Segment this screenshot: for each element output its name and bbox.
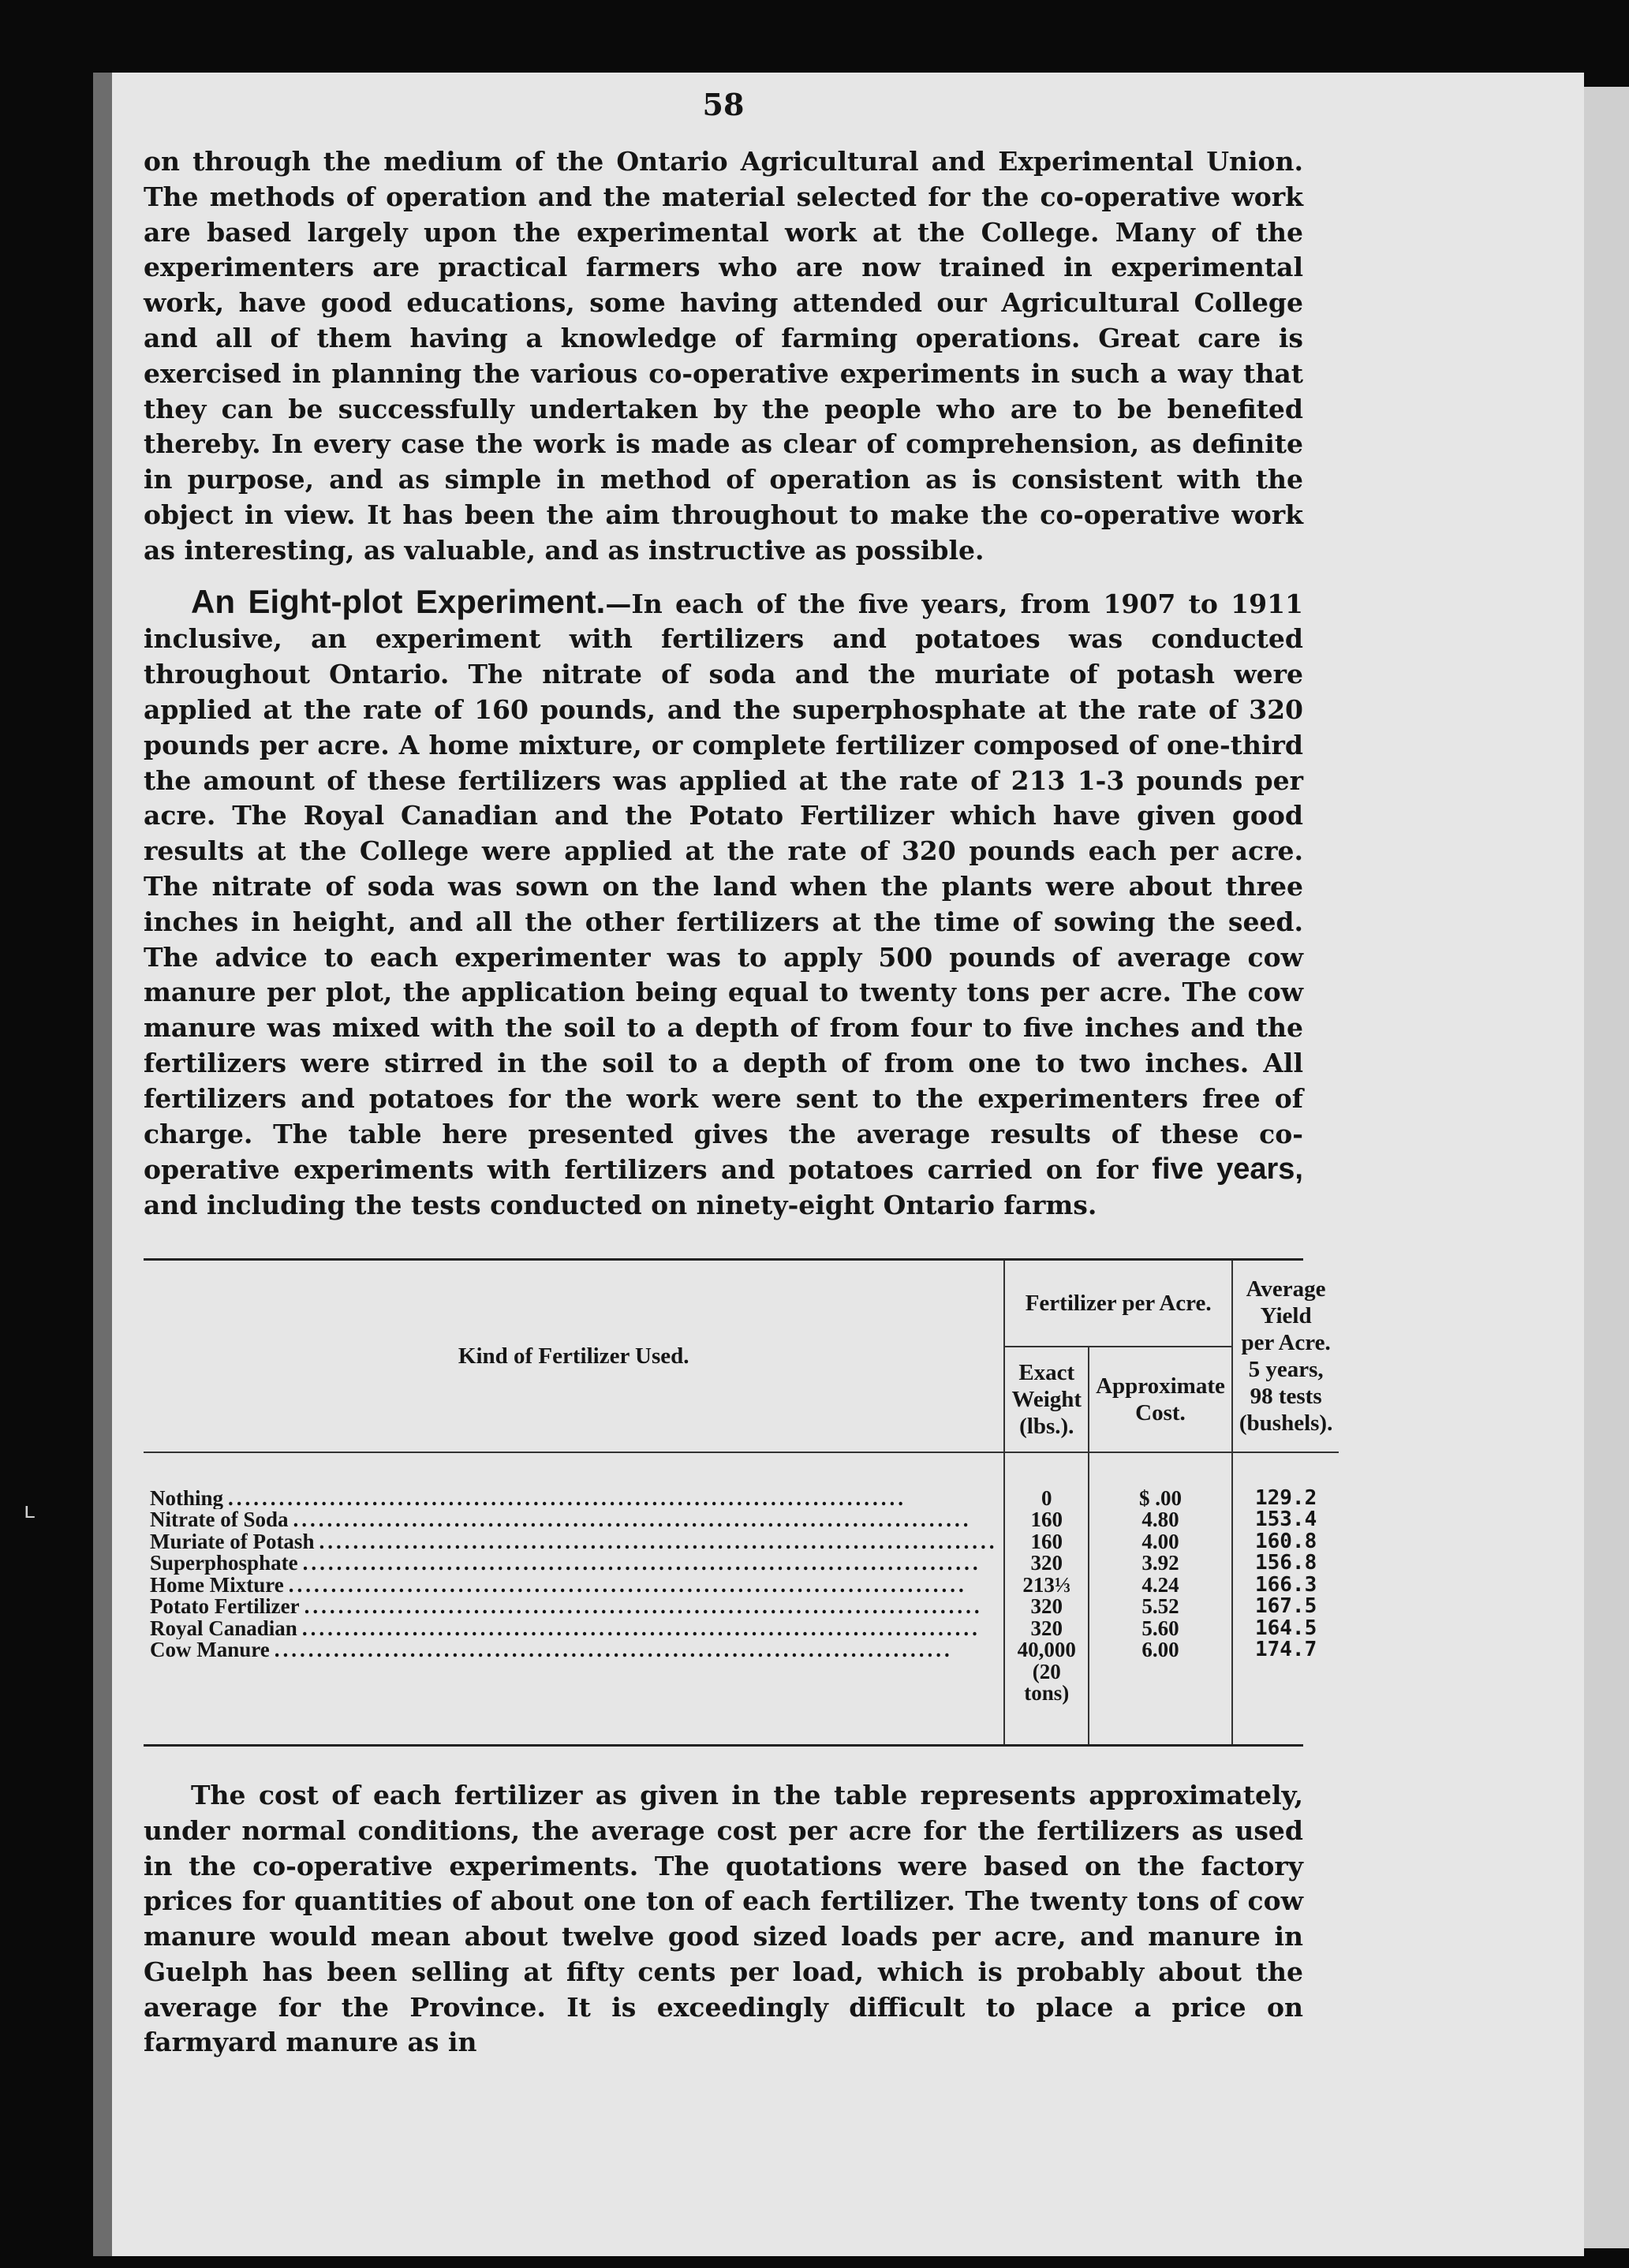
row-weight: 320	[1004, 1596, 1089, 1618]
header-yield-line-3: 5 years, 98 tests	[1248, 1356, 1324, 1409]
table-row	[144, 1596, 1339, 1618]
fertilizer-table-block	[144, 1258, 1333, 1747]
dot-leader: ................................................................................	[301, 1617, 981, 1640]
row-kind: Potato Fertilizer	[150, 1596, 300, 1618]
row-cost: 4.00	[1089, 1531, 1232, 1553]
dot-leader: ................................................................................	[228, 1487, 907, 1510]
header-average-yield	[1232, 1261, 1339, 1452]
section-heading: An Eight-plot Experiment.	[191, 582, 606, 620]
row-weight: 160	[1004, 1509, 1089, 1531]
row-yield: 153.4	[1232, 1509, 1339, 1531]
header-weight-line-1: Exact Weight	[1011, 1359, 1082, 1412]
row-kind: Nothing	[150, 1487, 224, 1510]
table-row	[144, 1575, 1339, 1597]
row-yield: 164.5	[1232, 1618, 1339, 1640]
header-cost-line-1: Approximate	[1096, 1373, 1225, 1399]
dot-leader: ................................................................................	[319, 1530, 998, 1553]
row-weight	[1004, 1639, 1089, 1705]
table-row	[144, 1509, 1339, 1531]
table-row	[144, 1488, 1339, 1510]
row-yield: 160.8	[1232, 1531, 1339, 1553]
row-kind: Home Mixture	[150, 1574, 284, 1597]
row-cost: 5.60	[1089, 1618, 1232, 1640]
header-weight-line-2: (lbs.).	[1019, 1413, 1074, 1439]
table-row	[144, 1531, 1339, 1553]
row-cost: $ .00	[1089, 1488, 1232, 1510]
experiment-text: —In each of the five years, from 1907 to 1911 inclusive, an experiment with fertilizers and potatoes was conducted throughout Ontario. The nitrate of soda and the muriate of potash were applied at the rate of 160 pounds, and the superphosphate at the rate of 320 pounds per acre. A home mixture, or complete fertilizer composed of one-third the amount of these fertilizers was applied at the rate of 213 1-3 pounds per acre. The Royal Canadian and the Potato Fertilizer which have given good results at the College were applied at the rate of 320 pounds each per acre. The nitrate of soda was sown on the land when the plants were about three inches in height, and all the other fertilizers at the time of sowing the seed. The advice to each experimenter was to apply 500 pounds of average cow manure per plot, the application being equal to twenty tons per acre. The cow manure was mixed with the soil to a depth of from four to five inches and the fertilizers were stirred in the soil to a depth of from one to two inches. All fertilizers and potatoes for the work were sent to the experimenters free of charge. The table here presented gives the average results of these co-operative experiments with fertilizers and potatoes carried on for	[144, 588, 1304, 1186]
row-yield: 156.8	[1232, 1552, 1339, 1575]
dot-leader: ................................................................................	[302, 1552, 981, 1575]
header-yield-line-1: Average Yield	[1246, 1276, 1326, 1328]
row-yield: 129.2	[1232, 1488, 1339, 1510]
row-yield: 167.5	[1232, 1596, 1339, 1618]
row-kind: Nitrate of Soda	[150, 1509, 289, 1531]
table-bottom-rule	[144, 1744, 1303, 1747]
dot-leader: ................................................................................	[288, 1574, 967, 1597]
intro-paragraph: on through the medium of the Ontario Agricultural and Experimental Union. The methods of operation and the material selected for the co-operative work are based largely upon the experimental work at the College. Many of the experimenters are practical farmers who are now trained in experimental work, have good educations, some having attended our Agricultural College and all of them having a knowledge of farming operations. Great care is exercised in planning the various co-operative experiments in such a way that they can be successfully undertaken by the people who are to be benefited thereby. In every case the work is made as clear of comprehension, as definite in purpose, and as simple in method of operation as is consistent with the object in view. It has been the aim throughout to make the co-operative work as interesting, as valuable, and as instructive as possible.	[144, 146, 1303, 566]
row-kind: Cow Manure	[150, 1639, 270, 1661]
header-kind: Kind of Fertilizer Used.	[144, 1261, 1004, 1452]
row-weight: 213⅓	[1004, 1575, 1089, 1597]
row-kind: Superphosphate	[150, 1552, 298, 1575]
row-yield: 166.3	[1232, 1575, 1339, 1597]
cost-paragraph: The cost of each fertilizer as given in the table represents approximately, under normal conditions, the average cost per acre for the fertilizers as used in the co-operative experiments. The quotations were based on the factory prices for quantities of about one ton of each fertilizer. The twenty tons of cow manure would mean about twelve good sized loads per acre, and manure in Guelph has been selling at fifty cents per load, which is probably about the average for the Province. It is exceedingly difficult to place a price on farmyard manure as in	[144, 1779, 1303, 2058]
row-weight: 320	[1004, 1552, 1089, 1575]
header-approximate-cost	[1089, 1347, 1232, 1452]
dot-leader: ................................................................................	[304, 1596, 983, 1618]
header-yield-line-4: (bushels).	[1239, 1410, 1333, 1436]
adjacent-page-edge	[1584, 87, 1629, 2248]
table-row	[144, 1618, 1339, 1640]
experiment-text-end: and including the tests conducted on ninety-eight Ontario farms.	[144, 1190, 1097, 1221]
row-cost: 5.52	[1089, 1596, 1232, 1618]
row-cost: 4.24	[1089, 1575, 1232, 1597]
page-number: 58	[702, 87, 745, 122]
header-fertilizer-per-acre: Fertilizer per Acre.	[1004, 1261, 1231, 1347]
header-yield-line-2: per Acre.	[1241, 1329, 1331, 1355]
row-yield: 174.7	[1232, 1639, 1339, 1705]
emphasis-text: five years,	[1152, 1153, 1303, 1186]
experiment-paragraph	[144, 582, 1304, 1224]
row-cost: 4.80	[1089, 1509, 1232, 1531]
page-content	[144, 87, 1333, 2061]
row-kind: Muriate of Potash	[150, 1530, 315, 1553]
header-cost-line-2: Cost.	[1135, 1399, 1186, 1425]
row-weight: 320	[1004, 1618, 1089, 1640]
table-row	[144, 1552, 1339, 1575]
row-weight: 160	[1004, 1531, 1089, 1553]
row-kind: Royal Canadian	[150, 1617, 297, 1640]
row-weight-note: (20 tons)	[1024, 1659, 1070, 1706]
dot-leader: ................................................................................	[274, 1639, 953, 1661]
film-edge-mark: ʟ	[24, 1497, 35, 1523]
dot-leader: ................................................................................	[293, 1509, 972, 1531]
row-weight: 0	[1004, 1488, 1089, 1510]
row-cost: 3.92	[1089, 1552, 1232, 1575]
row-weight-value: 40,000	[1017, 1638, 1076, 1662]
header-exact-weight	[1004, 1347, 1089, 1452]
row-cost: 6.00	[1089, 1639, 1232, 1705]
table-row	[144, 1639, 1339, 1705]
fertilizer-table	[144, 1261, 1339, 1744]
